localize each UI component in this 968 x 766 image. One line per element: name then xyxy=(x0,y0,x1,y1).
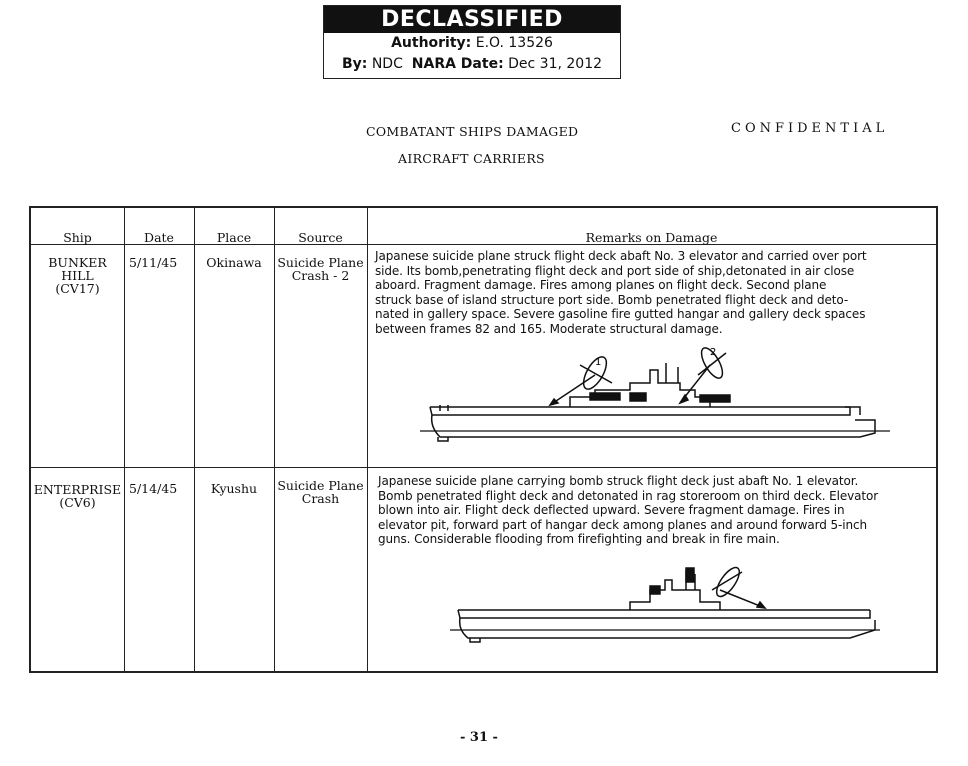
column-header-remarks: Remarks on Damage xyxy=(585,230,718,245)
ship-name-line: BUNKER xyxy=(48,255,107,270)
source-line: Suicide Plane xyxy=(277,478,364,493)
remarks-line: Japanese suicide plane struck flight deck abaft No. 3 elevator and carried over port xyxy=(375,249,867,263)
remarks-line: between frames 82 and 165. Moderate structural damage. xyxy=(375,321,723,336)
remarks-line: guns. Considerable flooding from firefighting and break in fire main. xyxy=(378,532,780,546)
page-title: COMBATANT SHIPS DAMAGED xyxy=(366,124,579,139)
table-row-place: Kyushu xyxy=(210,481,258,496)
source-line: Crash xyxy=(301,491,340,506)
table-row-source xyxy=(274,256,367,282)
table-row-ship xyxy=(31,483,124,509)
column-header-source: Source xyxy=(298,230,343,245)
ship-name-line: (CV17) xyxy=(55,281,100,296)
stamp-authority-value: E.O. 13526 xyxy=(475,35,553,51)
classification-label: CONFIDENTIAL xyxy=(731,121,889,136)
table-row-date: 5/11/45 xyxy=(129,255,178,270)
stamp-authority xyxy=(324,33,620,54)
remarks-line: struck base of island structure port side. Bomb penetrated flight deck and deto- xyxy=(375,292,849,307)
stamp-title: DECLASSIFIED xyxy=(324,6,620,33)
source-line: Suicide Plane xyxy=(277,255,364,270)
bunker-hill-damage-diagram xyxy=(420,345,895,460)
diagram-label-2: 2 xyxy=(710,347,717,358)
ship-name-line: ENTERPRISE xyxy=(33,482,122,497)
enterprise-damage-diagram xyxy=(450,560,890,660)
table-row-date: 5/14/45 xyxy=(129,481,178,496)
source-line: Crash - 2 xyxy=(291,268,350,283)
remarks-line: nated in gallery space. Severe gasoline fire gutted hangar and gallery deck spaces xyxy=(375,307,866,321)
table-row-ship xyxy=(31,256,124,295)
remarks-line: Bomb penetrated flight deck and detonated in rag storeroom on third deck. Elevator xyxy=(378,488,879,503)
remarks-line: Japanese suicide plane carrying bomb struck flight deck just abaft No. 1 elevator. xyxy=(378,474,859,488)
column-divider xyxy=(194,206,195,671)
ship-name-line: HILL xyxy=(61,268,94,283)
remarks-line: elevator pit, forward part of hangar deck among planes and around forward 5-inch xyxy=(378,517,868,532)
stamp-nara-value: Dec 31, 2012 xyxy=(508,56,603,72)
declassified-stamp xyxy=(323,5,621,79)
stamp-by-label: By: xyxy=(341,56,368,72)
column-divider xyxy=(367,206,368,671)
row-divider xyxy=(29,467,936,468)
stamp-by-value: NDC xyxy=(371,56,403,72)
remarks-line: side. Its bomb,penetrating flight deck and port side of ship,detonated in air close xyxy=(375,263,855,278)
remarks-line: blown into air. Flight deck deflected upward. Severe fragment damage. Fires in xyxy=(378,503,845,517)
remarks-line: aboard. Fragment damage. Fires among planes on flight deck. Second plane xyxy=(375,278,827,292)
ship-name-line: (CV6) xyxy=(59,495,96,510)
column-header-date: Date xyxy=(144,230,174,245)
diagram-label-1: 1 xyxy=(595,357,602,368)
stamp-nara-label: NARA Date: xyxy=(411,56,504,72)
column-divider xyxy=(124,206,125,671)
stamp-authority-label: Authority: xyxy=(391,35,472,51)
stamp-by-line xyxy=(324,54,620,75)
table-row-remarks xyxy=(378,474,878,547)
page-number: - 31 - xyxy=(460,730,498,745)
column-header-place: Place xyxy=(216,230,252,245)
table-row-remarks xyxy=(375,249,867,336)
column-header-ship: Ship xyxy=(63,230,92,245)
table-row-place: Okinawa xyxy=(206,255,262,270)
page-subtitle: AIRCRAFT CARRIERS xyxy=(398,151,545,166)
table-row-source xyxy=(274,479,367,505)
